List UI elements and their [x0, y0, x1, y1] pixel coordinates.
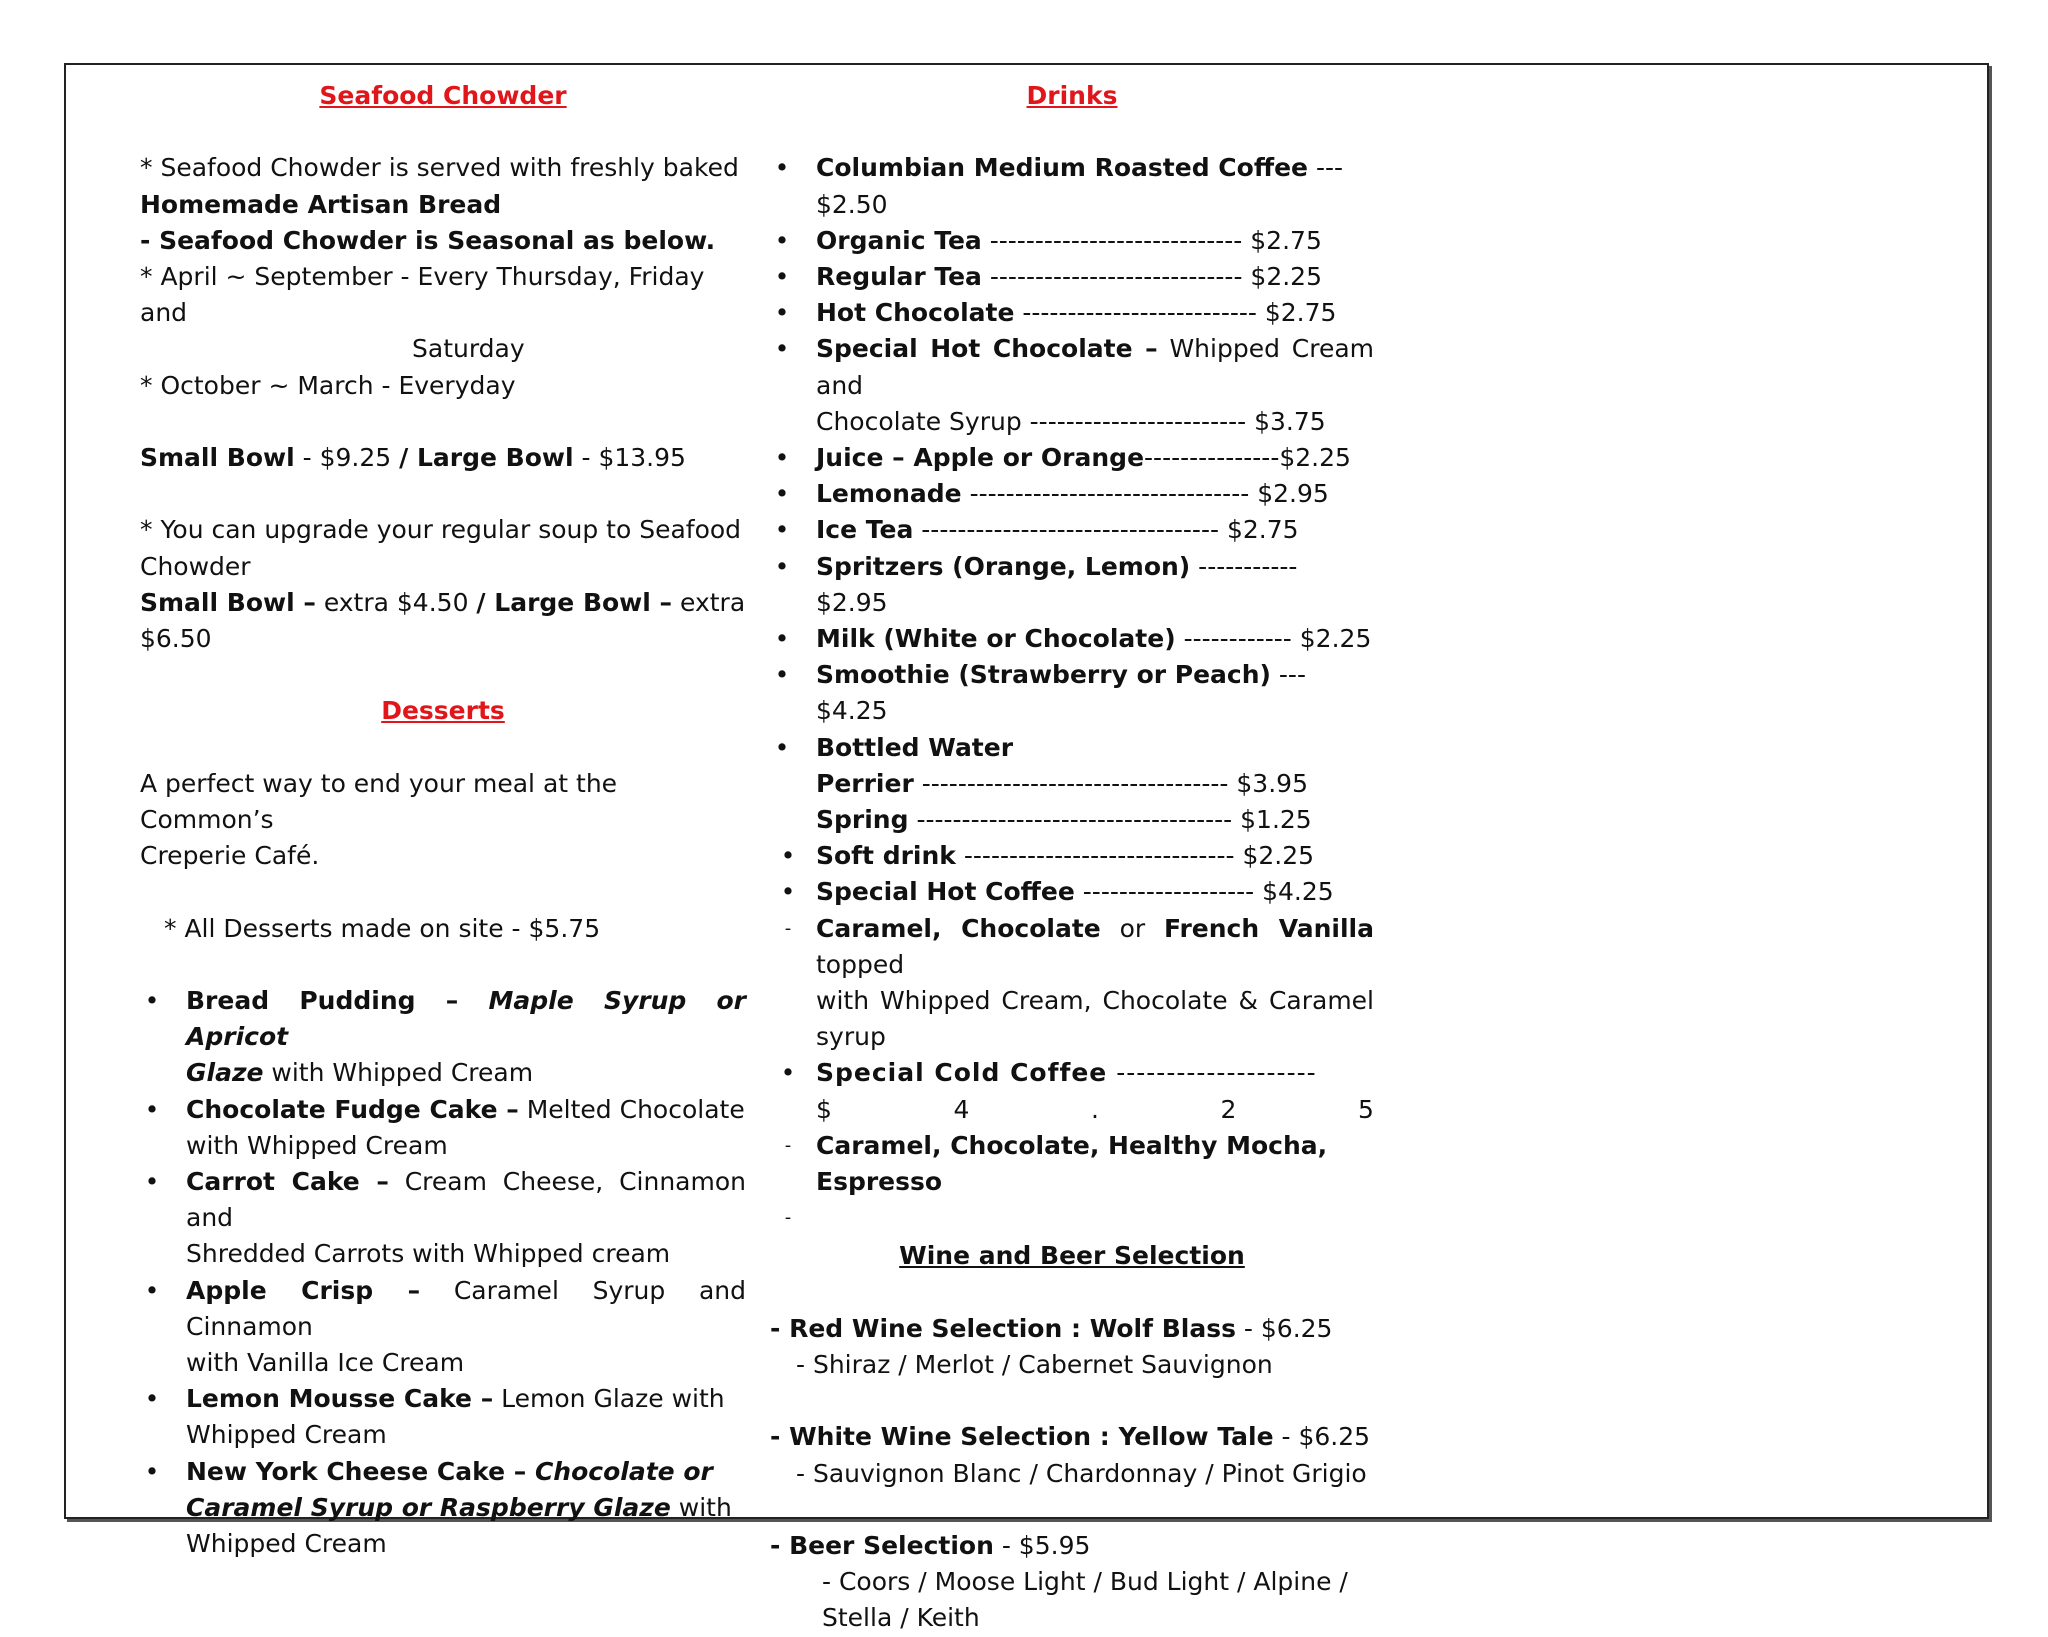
drinks-heading: Drinks: [1026, 81, 1118, 110]
drink-item: • Regular Tea ---------------------------- $2.25: [774, 261, 1322, 291]
right-column: [770, 78, 1374, 1637]
upgrade-prices: Small Bowl – extra $4.50 / Large Bowl – extra: [140, 587, 746, 617]
left-column: [140, 78, 746, 1562]
all-desserts-price: * All Desserts made on site - $5.75: [164, 913, 601, 943]
menu-frame: [64, 63, 1989, 1633]
season-october-march: * October ~ March - Everyday: [140, 370, 516, 400]
seafood-chowder-heading: Seafood Chowder: [319, 81, 567, 110]
desserts-intro: A perfect way to end your meal at the Common’s: [140, 768, 618, 834]
dessert-item: • Lemon Mousse Cake – Lemon Glaze with Whipped Cream: [144, 1384, 725, 1450]
drink-item: • Columbian Medium Roasted Coffee --- $2.50: [774, 153, 1344, 219]
dessert-item: • Chocolate Fudge Cake – Melted Chocolate with Whipped Cream: [144, 1094, 745, 1160]
drink-item: • Special Hot Chocolate – Whipped Cream and Chocolate Syrup ------------------------ $3.75: [774, 334, 1374, 436]
beer-line: - Beer Selection - $5.95: [770, 1531, 1091, 1561]
drink-item: • Juice – Apple or Orange---------------$2.25: [774, 443, 1351, 472]
beer-varieties: - Coors / Moose Light / Bud Light / Alpine /: [822, 1567, 1348, 1597]
drink-item: • Spritzers (Orange, Lemon) ----------- $2.95: [774, 551, 1298, 617]
dessert-item: • Bread Pudding – Maple Syrup or Apricot Glaze with Whipped Cream: [144, 985, 747, 1088]
drink-item-special-cold-coffee: • Special Cold Coffee -------------------- $ 4 . 2 5: [770, 1055, 1374, 1127]
drink-item: • Milk (White or Chocolate) ------------ $2.25: [774, 624, 1372, 654]
desserts-list: [140, 983, 746, 1562]
season-april-september: * April ~ September - Every Thursday, Friday and: [140, 261, 705, 328]
white-wine-line: - White Wine Selection : Yellow Tale - $6.25: [770, 1422, 1371, 1452]
upgrade-text: * You can upgrade your regular soup to Seafood: [140, 515, 742, 545]
desserts-heading: Desserts: [381, 696, 505, 726]
drink-item: • Ice Tea --------------------------------- $2.75: [774, 515, 1299, 545]
dessert-item: • Carrot Cake – Cream Cheese, Cinnamon and Shredded Carrots with Whipped cream: [144, 1166, 746, 1269]
upgrade-text-2: Chowder: [140, 551, 251, 581]
cold-coffee-flavors: - Caramel, Chocolate, Healthy Mocha, Espresso: [784, 1130, 1328, 1197]
dessert-item: • New York Cheese Cake – Chocolate or Caramel Syrup or Raspberry Glaze with Whipped Cream: [144, 1456, 732, 1558]
drink-item: • Lemonade ------------------------------- $2.95: [774, 479, 1329, 509]
drink-item-special-hot-coffee: • Special Hot Coffee ------------------- $4.25: [780, 877, 1334, 907]
red-wine-line: - Red Wine Selection : Wolf Blass - $6.25: [770, 1313, 1333, 1343]
cold-coffee-price: $ 4 . 2 5: [816, 1094, 1374, 1124]
drinks-list: [770, 150, 1374, 1236]
chowder-serving-text: * Seafood Chowder is served with freshly baked: [140, 153, 739, 183]
red-wine-varieties: - Shiraz / Merlot / Cabernet Sauvignon: [796, 1350, 1273, 1380]
upgrade-prices-2: $6.50: [140, 623, 212, 653]
drink-item: • Hot Chocolate -------------------------- $2.75: [774, 298, 1337, 328]
white-wine-varieties: - Sauvignon Blanc / Chardonnay / Pinot Grigio: [796, 1458, 1367, 1488]
drink-item-soft-drink: • Soft drink ------------------------------ $2.25: [780, 841, 1315, 871]
drink-item-perrier: Perrier ---------------------------------- $3.95: [816, 768, 1308, 798]
dessert-item: • Apple Crisp – Caramel Syrup and Cinnamon with Vanilla Ice Cream: [144, 1275, 746, 1377]
wine-beer-heading: Wine and Beer Selection: [899, 1241, 1245, 1271]
drink-item-bottled-water: • Bottled Water: [774, 732, 1014, 762]
season-saturday: Saturday: [412, 334, 525, 364]
bowl-prices: Small Bowl - $9.25 / Large Bowl - $13.95: [140, 442, 686, 472]
chowder-bread-text: Homemade Artisan Bread: [140, 189, 502, 219]
chowder-seasonal-text: - Seafood Chowder is Seasonal as below.: [140, 225, 716, 255]
drink-item: • Organic Tea ---------------------------- $2.75: [774, 225, 1322, 255]
drink-item-spring: Spring ----------------------------------- $1.25: [816, 805, 1312, 835]
desserts-intro-2: Creperie Café.: [140, 841, 320, 871]
beer-varieties-2: Stella / Keith: [822, 1603, 980, 1633]
drink-item: • Smoothie (Strawberry or Peach) --- $4.25: [774, 660, 1306, 726]
empty-dash-item: -: [784, 1207, 792, 1229]
hot-coffee-flavors: - Caramel, Chocolate or French Vanilla topped with Whipped Cream, Chocolate & Caramel syrup: [784, 913, 1374, 1052]
